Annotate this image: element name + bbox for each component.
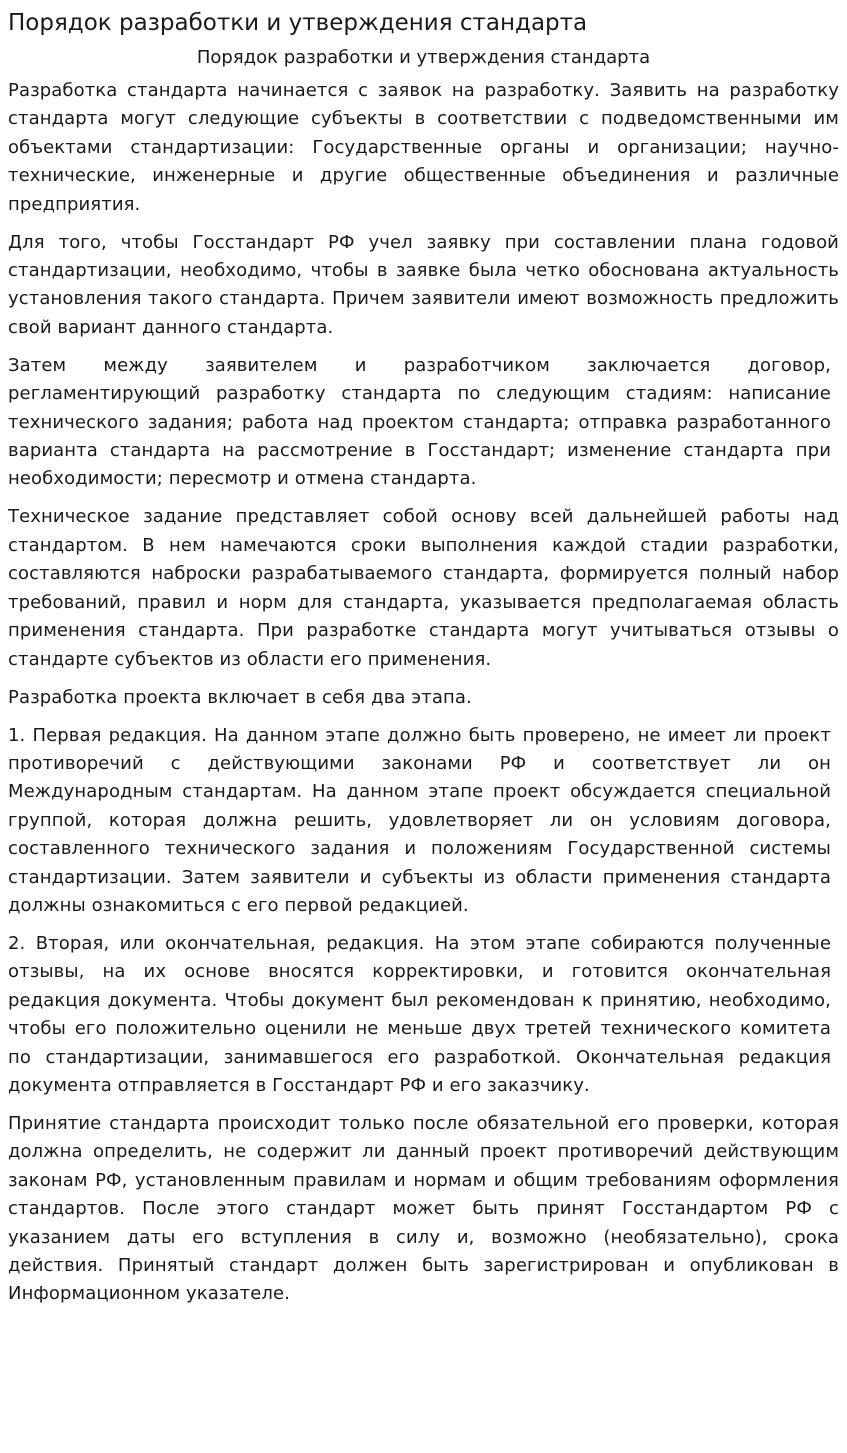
paragraph-final-edition: 2. Вторая, или окончательная, редакция. На этом этапе собираются полученные отзывы, на их основе вносятся корректировки, и готовится окончательная редакция документа. Чтобы документ был рекомендован к принятию, необходимо, чтобы его положительно оценили не меньше двух третей технического комитета по стандартизации, занимавшегося его разработкой. Окончательная редакция документа отправляется в Госстандарт РФ и его заказчику. <box>8 932 831 1096</box>
document-subtitle: Порядок разработки и утверждения стандарта <box>196 47 651 68</box>
paragraph-contract: Затем между заявителем и разработчиком заключается договор, регламентирующий разработку стандарта по следующим стадиям: написание технического задания; работа над проектом стандарта; отправка разработанного варианта стандарта на рассмотрение в Госстандарт; изменение стандарта при необходимости; пересмотр и отмена стандарта. <box>8 354 831 490</box>
paragraph-technical-task: Техническое задание представляет собой основу всей дальнейшей работы над стандартом. В нем намечаются сроки выполнения каждой стадии разработки, составляются наброски разрабатываемого стандарта, формируется полный набор требований, правил и норм для стандарта, указывается предполагаемая область применения стандарта. При разработке стандарта могут учитываться отзывы о стандарте субъектов из области его применения. <box>8 506 839 670</box>
paragraph-first-edition: 1. Первая редакция. На данном этапе должно быть проверено, не имеет ли проект противоречий с действующими законами РФ и соответствует ли он Международным стандартам. На данном этапе проект обсуждается специальной группой, которая должна решить, удовлетворяет ли он условиям договора, составленного технического задания и положениям Государственной системы стандартизации. Затем заявители и субъекты из области применения стандарта должны ознакомиться с его первой редакцией. <box>8 724 831 916</box>
paragraph-adoption: Принятие стандарта происходит только после обязательной его проверки, которая должна определить, не содержит ли данный проект противоречий действующим законам РФ, установленным правилам и нормам и общим требованиям оформления стандартов. После этого стандарт может быть принят Госстандартом РФ с указанием даты его вступления в силу и, возможно (необязательно), срока действия. Принятый стандарт должен быть зарегистрирован и опубликован в Информационном указателе. <box>8 1112 839 1305</box>
paragraph-gosstandart-request: Для того, чтобы Госстандарт РФ учел заявку при составлении плана годовой стандартизации, необходимо, чтобы в заявке была четко обоснована актуальность установления такого стандарта. Причем заявители имеют возможность предложить свой вариант данного стандарта. <box>8 231 839 338</box>
paragraph-project-stages: Разработка проекта включает в себя два этапа. <box>8 686 472 708</box>
paragraph-applications: Разработка стандарта начинается с заявок на разработку. Заявить на разработку стандарта могут следующие субъекты в соответствии с подведомственными им объектами стандартизации: Государственные органы и организации; научно-технические, инженерные и другие общественные объединения и различные предприятия. <box>8 80 839 215</box>
page-title: Порядок разработки и утверждения стандарта <box>8 10 588 36</box>
